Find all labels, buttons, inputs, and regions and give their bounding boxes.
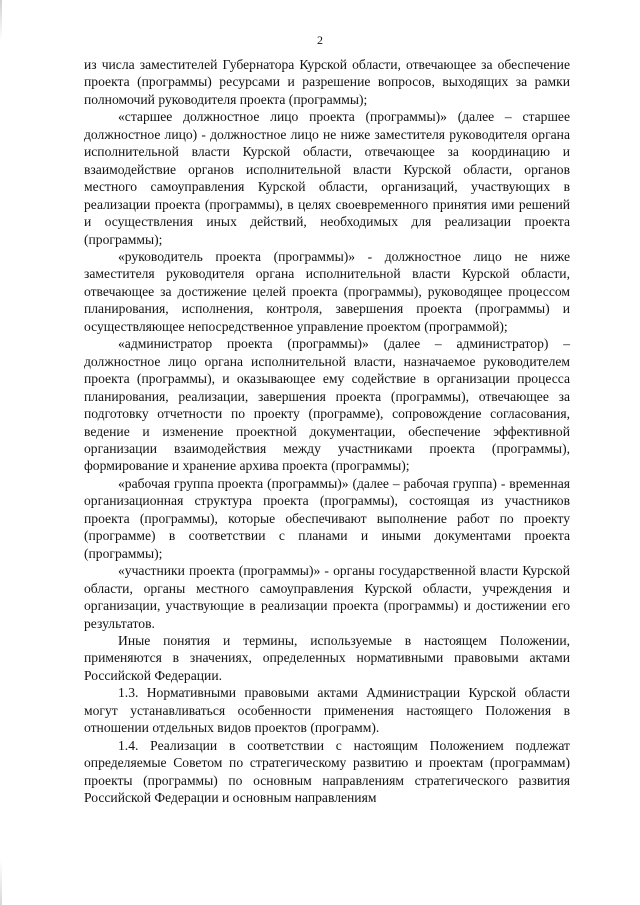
page-number: 2 [317, 33, 323, 47]
paragraph-senior-official: «старшее должностное лицо проекта (программы)» (далее – старшее должностное лицо) - должностное лицо не ниже заместителя руководителя органа исполнительной власти Курской области, отвечающее за координацию и взаимодействие органов исполнительной власти Курской области, органов местного самоуправления Курской области, организаций, участвующих в реализации проекта (программы), в целях своевременного принятия ими решений и осуществления иных действий, необходимых для реализации проекта (программы); [84, 109, 570, 247]
paragraph-working-group: «рабочая группа проекта (программы)» (далее – рабочая группа) - временная организационная структура проекта (программы), состоящая из участников проекта (программы), которые обеспечивают выполнение работ по проекту (программе) в соответствии с планами и иными документами проекта (программы); [84, 475, 570, 561]
paragraph-clause-1-3: 1.3. Нормативными правовыми актами Администрации Курской области могут устанавливаться особенности применения настоящего Положения в отношении отдельных видов проектов (программ). [84, 685, 570, 736]
paragraph-continuation: из числа заместителей Губернатора Курской области, отвечающее за обеспечение проекта (программы) ресурсами и разрешение вопросов, выходящих за рамки полномочий руководителя проекта (программы); [84, 57, 570, 107]
scan-edge [0, 0, 2, 905]
document-body [84, 56, 570, 806]
paragraph-project-head: «руководитель проекта (программы)» - должностное лицо не ниже заместителя руководителя органа исполнительной власти Курской области, отвечающее за достижение целей проекта (программы), руководящее процессом планирования, исполнения, контроля, завершения проекта (программы) и осуществляющее непосредственное управление проектом (программой); [84, 248, 570, 334]
paragraph-administrator: «администратор проекта (программы)» (далее – администратор) – должностное лицо органа исполнительной власти, назначаемое руководителем проекта (программы), и оказывающее ему содействие в организации процесса планирования, реализации, завершения проекта (программы), отвечающее за подготовку отчетности по проекту (программе), сопровождение согласования, ведение и изменение проектной документации, обеспечение эффективной организации взаимодействия между участниками проекта (программы), формирование и хранение архива проекта (программы); [84, 336, 570, 474]
paragraph-clause-1-4: 1.4. Реализации в соответствии с настоящим Положением подлежат определяемые Советом по стратегическому развитию и проектам (программам) проекты (программы) по основным направлениям стратегического развития Российской Федерации и основным направлениям [84, 737, 570, 806]
paragraph-participants: «участники проекта (программы)» - органы государственной власти Курской области, органы местного самоуправления Курской области, учреждения и организации, участвующие в реализации проекта (программы) и достижении его результатов. [84, 563, 570, 631]
paragraph-other-terms: Иные понятия и термины, используемые в настоящем Положении, применяются в значениях, определенных нормативными правовыми актами Российской Федерации. [84, 632, 570, 683]
